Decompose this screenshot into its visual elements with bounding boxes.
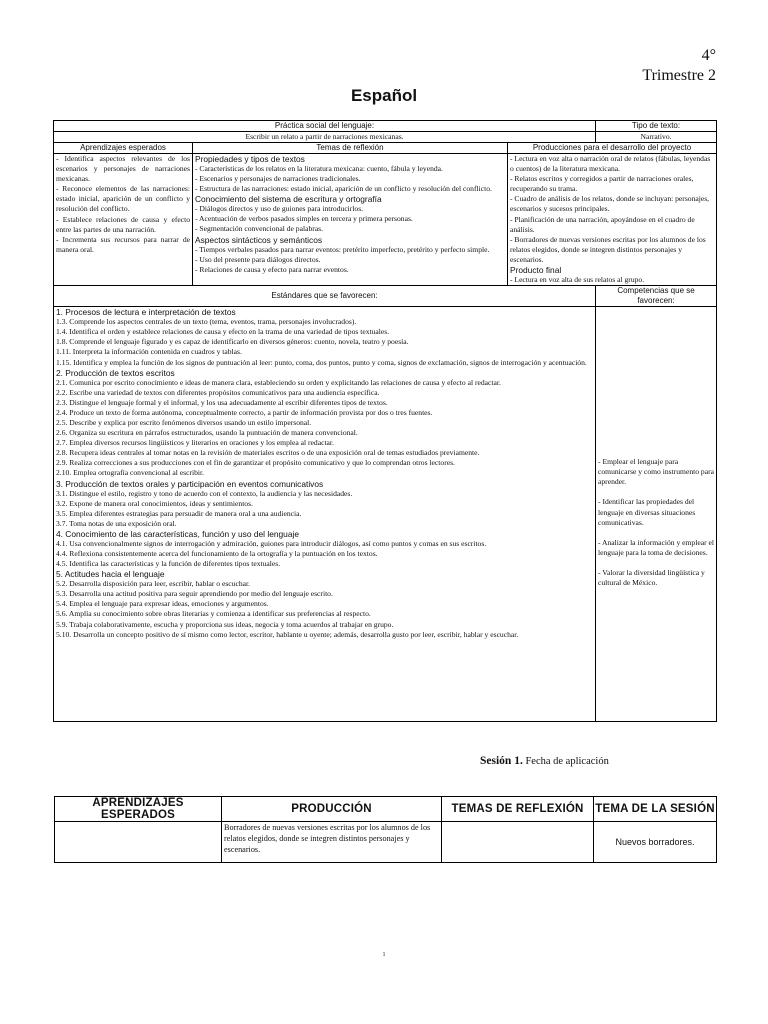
estandar-item: 2.5. Describe y explica por escrito fenómenos diversos usando un estilo impersonal. [56, 417, 312, 427]
tema-item: - Estructura de las narraciones: estado inicial, aparición de un conflicto y resolución del conflicto. [195, 184, 492, 194]
temas-section-heading: Propiedades y tipos de textos [195, 154, 305, 164]
col-header-producciones: Producciones para el desarrollo del proyecto [508, 143, 717, 154]
estandar-item: 3.7. Toma notas de una exposición oral. [56, 518, 177, 528]
estandar-item: 2.2. Escribe una variedad de textos con diferentes propósitos comunicativos para una audiencia específica. [56, 387, 380, 397]
planning-table [53, 120, 717, 722]
produccion-item: - Planificación de una narración, apoyándose en el cuadro de análisis. [510, 214, 695, 234]
text-type-value: Narrativo. [596, 132, 717, 143]
estandar-item: 4.4. Reflexiona consistentemente acerca del funcionamiento de la ortografía y la puntuación en los textos. [56, 549, 378, 558]
tema-item: - Escenarios y personajes de narraciones tradicionales. [195, 174, 361, 184]
aprendizaje-item: - Reconoce elementos de las narraciones: estado inicial, aparición de un conflicto y resolución del conflicto. [56, 184, 190, 214]
session-date-label: Fecha de aplicación [525, 756, 609, 767]
estandar-item: 3.2. Expone de manera oral conocimientos, ideas y sentimientos. [56, 498, 253, 508]
session-col-tema-sesion: TEMA DE LA SESIÓN [594, 797, 717, 822]
temas-section-heading: Aspectos sintácticos y semánticos [195, 234, 323, 245]
page-title: Español [350, 86, 418, 105]
tema-item: - Relaciones de causa y efecto para narrar eventos. [195, 264, 349, 274]
producto-final-item: - Lectura en voz alta de sus relatos al grupo. [510, 275, 645, 285]
estandar-section-heading: 2. Producción de textos escritos [56, 367, 175, 378]
estandar-section-heading: 1. Procesos de lectura e interpretación de textos [56, 307, 236, 318]
temas-section-heading: Conocimiento del sistema de escritura y ortografía [195, 194, 382, 205]
produccion-item: - Relatos escritos y corregidos a partir de narraciones orales, recuperando su trama. [510, 174, 694, 194]
aprendizaje-item: - Identifica aspectos relevantes de los escenarios y personajes de narraciones mexicanas. [56, 154, 190, 184]
estandar-item: 5.6. Amplía su conocimiento sobre obras literarias y comienza a identificar sus preferencias al respecto. [56, 609, 371, 619]
session-col-produccion: PRODUCCIÓN [222, 797, 442, 822]
temas-cell [193, 154, 508, 286]
estandares-header: Estándares que se favorecen: [54, 286, 596, 307]
session-col-aprendizajes: APRENDIZAJES ESPERADOS [55, 797, 222, 822]
produccion-item: - Cuadro de análisis de los relatos, donde se incluyan: personajes, escenarios y sucesos principales. [510, 194, 710, 214]
col-header-aprendizajes: Aprendizajes esperados [54, 143, 193, 154]
produccion-item: - Lectura en voz alta o narración oral de relatos (fábulas, leyendas o cuentos) de la literatura mexicana. [510, 154, 711, 174]
estandar-item: 2.3. Distingue el lenguaje formal y el informal, y los usa adecuadamente al escribir diferentes tipos de textos. [56, 397, 388, 407]
estandar-section-heading: 3. Producción de textos orales y participación en eventos comunicativos [56, 478, 324, 489]
estandar-item: 3.1. Distingue el estilo, registro y tono de acuerdo con el contexto, la audiencia y las necesidades. [56, 488, 353, 498]
estandar-item: 5.2. Desarrolla disposición para leer, escribir, hablar o escuchar. [56, 579, 251, 589]
aprendizaje-item: - Establece relaciones de causa y efecto entre las partes de una narración. [56, 214, 190, 234]
estandar-item: 2.1. Comunica por escrito conocimiento e ideas de manera clara, estableciendo su orden y explicitando las relaciones de causa y efecto al redactar. [56, 377, 501, 387]
session-tema-sesion-cell: Nuevos borradores. [594, 822, 717, 863]
session-aprendizajes-cell [55, 822, 222, 863]
estandar-item: 2.7. Emplea diversos recursos lingüísticos y literarios en oraciones y los emplea al redactar. [56, 438, 334, 448]
grade-header [642, 46, 716, 86]
estandar-item: 1.3. Comprende los aspectos centrales de un texto (tema, eventos, trama, personajes involucrados). [56, 317, 357, 327]
competencia-item: - Emplear el lenguaje para comunicarse y como instrumento para aprender. [598, 457, 714, 487]
producto-final-heading: Producto final [510, 265, 562, 276]
social-practice-label: Práctica social del lenguaje: [54, 121, 596, 132]
social-practice-value: Escribir un relato a partir de narraciones mexicanas. [54, 132, 596, 143]
competencia-item: - Analizar la información y emplear el lenguaje para la toma de decisiones. [598, 537, 714, 557]
estandar-item: 5.3. Desarrolla una actitud positiva para seguir aprendiendo por medio del lenguaje escrito. [56, 589, 333, 599]
estandar-item: 1.8. Comprende el lenguaje figurado y es capaz de identificarlo en diversos géneros: cuento, novela, teatro y poesía. [56, 337, 409, 347]
col-header-temas: Temas de reflexión [193, 143, 508, 154]
competencias-cell [596, 307, 717, 722]
text-type-label: Tipo de texto: [596, 121, 717, 132]
estandar-item: 2.8. Recupera ideas centrales al tomar notas en la revisión de materiales escritos o de una exposición oral de temas estudiados previamente. [56, 448, 480, 458]
estandar-item: 5.9. Trabaja colaborativamente, escucha y proporciona sus ideas, negocia y toma acuerdos al trabajar en grupo. [56, 619, 394, 629]
tema-item: - Uso del presente para diálogos directos. [195, 254, 321, 264]
aprendizajes-cell [54, 154, 193, 286]
session-temas-cell [442, 822, 594, 863]
estandar-item: 1.11. Interpreta la información contenida en cuadros y tablas. [56, 347, 242, 357]
session-col-temas: TEMAS DE REFLEXIÓN [442, 797, 594, 822]
aprendizaje-item: - Incrementa sus recursos para narrar de manera oral. [56, 234, 190, 254]
session-table [54, 796, 717, 863]
tema-item: - Características de los relatos en la literatura mexicana: cuento, fábula y leyenda. [195, 164, 443, 173]
estandar-item: 1.15. Identifica y emplea la función de los signos de puntuación al leer: punto, coma, dos puntos, punto y coma, signos de exclamación, signos de interrogación y acentuación. [56, 357, 587, 367]
produccion-item: - Borradores de nuevas versiones escritas por los alumnos de los relatos elegidos, donde se integren distintos personajes y escenarios. [510, 234, 706, 264]
tema-item: - Acentuación de verbos pasados simples en tercera y primera personas. [195, 214, 413, 224]
competencia-item: - Valorar la diversidad lingüística y cultural de México. [598, 567, 705, 587]
estandar-item: 2.10. Emplea ortografía convencional al escribir. [56, 468, 205, 478]
session-produccion-cell: Borradores de nuevas versiones escritas por los alumnos de los relatos elegidos, donde se integren distintos personajes y escenarios. [222, 822, 442, 863]
session-label: Sesión 1. [480, 755, 523, 767]
tema-item: - Tiempos verbales pasados para narrar eventos: pretérito imperfecto, pretérito y perfecto simple. [195, 244, 490, 254]
estandar-item: 2.4. Produce un texto de forma autónoma, conceptualmente correcto, a partir de información provista por dos o tres fuentes. [56, 407, 433, 417]
estandar-section-heading: 5. Actitudes hacia el lenguaje [56, 569, 165, 580]
page-number: 1 [382, 952, 386, 958]
estandar-item: 2.6. Organiza su escritura en párrafos estructurados, usando la puntuación de manera convencional. [56, 428, 358, 438]
estandares-cell [54, 307, 596, 722]
tema-item: - Segmentación convencional de palabras. [195, 224, 323, 234]
tema-item: - Diálogos directos y uso de guiones para introducirlos. [195, 204, 364, 214]
estandar-item: 3.5. Emplea diferentes estrategias para persuadir de manera oral a una audiencia. [56, 508, 302, 518]
estandar-item: 5.10. Desarrolla un concepto positivo de sí mismo como lector, escritor, hablante u oyente; además, desarrolla gusto por leer, escribir, hablar y escuchar. [56, 629, 519, 639]
estandar-item: 4.5. Identifica las características y la función de diferentes tipos textuales. [56, 559, 281, 569]
estandar-section-heading: 4. Conocimiento de las características, función y uso del lenguaje [56, 528, 300, 539]
estandar-item: 2.9. Realiza correcciones a sus producciones con el fin de garantizar el propósito comunicativo y que lo comprendan otros lectores. [56, 458, 455, 468]
grade-label: 4° [701, 47, 716, 64]
estandar-item: 4.1. Usa convencionalmente signos de interrogación y admiración, guiones para introducir diálogos, así como puntos y comas en sus escritos. [56, 538, 487, 548]
producciones-cell [508, 154, 717, 286]
estandar-item: 1.4. Identifica el orden y establece relaciones de causa y efecto en la trama de una variedad de tipos textuales. [56, 327, 390, 337]
estandar-item: 5.4. Emplea el lenguaje para expresar ideas, emociones y argumentos. [56, 599, 269, 609]
competencia-item: - Identificar las propiedades del lenguaje en diversas situaciones comunicativas. [598, 497, 696, 527]
trimester-label: Trimestre 2 [642, 67, 716, 84]
competencias-header: Competencias que se favorecen: [596, 286, 717, 307]
session-heading [480, 755, 609, 767]
